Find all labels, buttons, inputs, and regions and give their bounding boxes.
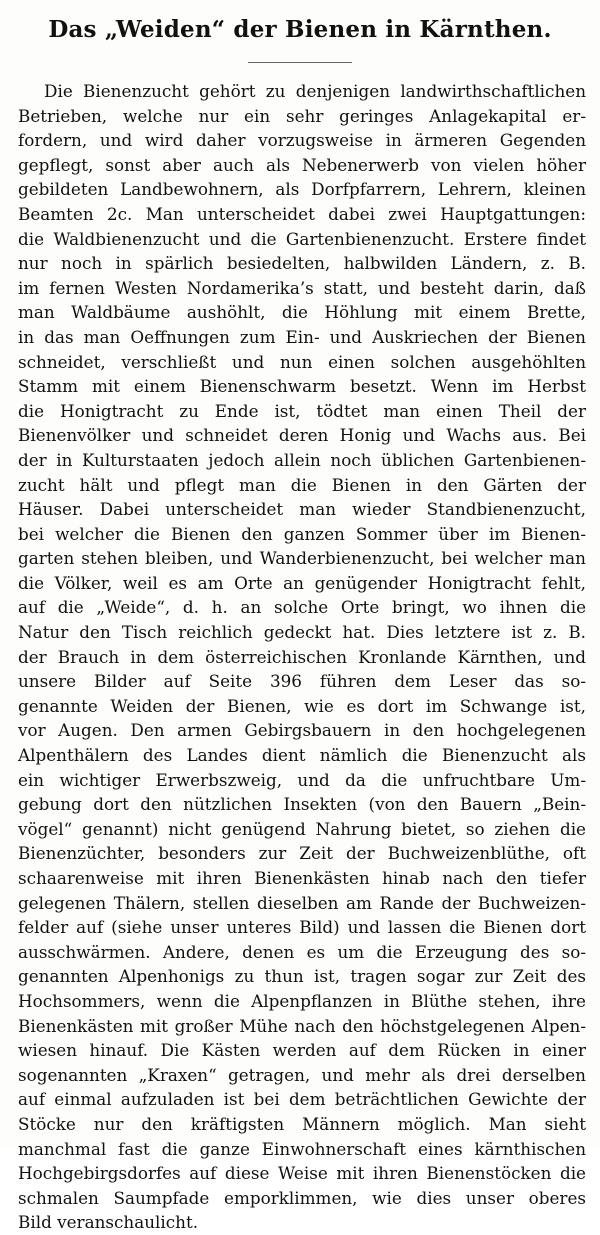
text-line: fordern, und wird daher vorzugsweise in ärmeren Gegenden	[18, 130, 586, 151]
text-line: schaarenweise mit ihren Bienenkästen hinab nach den tiefer	[18, 868, 586, 888]
text-line: Bienenzüchter, besonders zur Zeit der Buchweizenblüthe, oft	[18, 843, 586, 864]
text-line: im fernen Westen Nordamerika’s statt, und besteht darin, daß	[18, 277, 586, 298]
text-line: die Honigtracht zu Ende ist, tödtet man einen Theil der	[18, 400, 586, 421]
text-line: ein wichtiger Erwerbszweig, und da die unfruchtbare Um-	[18, 769, 586, 790]
article-body	[18, 79, 586, 1235]
text-line: der Brauch in dem österreichischen Kronlande Kärnthen, und	[18, 646, 586, 667]
text-line: vor Augen. Den armen Gebirgsbauern in den hochgelegenen	[18, 720, 586, 741]
text-line: gebung dort den nützlichen Insekten (von den Bauern „Bein-	[18, 794, 586, 815]
text-line: gelegenen Thälern, stellen dieselben am Rande der Buchweizen-	[18, 892, 586, 913]
text-line: Beamten 2c. Man unterscheidet dabei zwei Hauptgattungen:	[18, 203, 586, 224]
article-title: Das „Weiden“ der Bienen in Kärnthen.	[48, 16, 552, 43]
text-line: Hochsommers, wenn die Alpenpflanzen in Blüthe stehen, ihre	[18, 990, 586, 1011]
text-line: genannten Alpenhonigs zu thun ist, tragen sogar zur Zeit des	[18, 966, 586, 987]
text-line: Stamm mit einem Bienenschwarm besetzt. Wenn im Herbst	[18, 376, 586, 397]
text-line: Bienenkästen mit großer Mühe nach den höchstgelegenen Alpen-	[18, 1015, 586, 1036]
text-line: gepflegt, sonst aber auch als Nebenerwerb von vielen höher	[18, 154, 586, 175]
text-line: schneidet, verschließt und nun einen solchen ausgehöhlten	[18, 351, 586, 372]
text-line: unsere Bilder auf Seite 396 führen dem Leser das so-	[18, 671, 586, 692]
text-line: wiesen hinauf. Die Kästen werden auf dem Rücken in einer	[18, 1040, 586, 1061]
title-rule	[248, 62, 352, 63]
text-line: Stöcke nur den kräftigsten Männern möglich. Man sieht	[18, 1113, 586, 1134]
text-line: in das man Oeffnungen zum Ein- und Auskriechen der Bienen	[18, 326, 586, 347]
text-line: bei welcher die Bienen den ganzen Sommer über im Bienen-	[18, 523, 586, 544]
text-line: der in Kulturstaaten jedoch allein noch üblichen Gartenbienen-	[18, 449, 586, 470]
text-line: auf einmal aufzuladen ist bei dem beträchtlichen Gewichte der	[18, 1089, 586, 1110]
text-line: Betrieben, welche nur ein sehr geringes Anlagekapital er-	[18, 105, 586, 126]
text-line: die Waldbienenzucht und die Gartenbienenzucht. Erstere findet	[18, 228, 586, 249]
text-line: Natur den Tisch reichlich gedeckt hat. Dies letztere ist z. B.	[18, 622, 586, 643]
text-line: sogenannten „Kraxen“ getragen, und mehr als drei derselben	[18, 1064, 586, 1085]
text-line: Bild veranschaulicht.	[18, 1212, 199, 1233]
text-line: die Völker, weil es am Orte an genügender Honigtracht fehlt,	[18, 572, 586, 593]
text-line: zucht hält und pflegt man die Bienen in den Gärten der	[18, 474, 586, 495]
text-line: man Waldbäume aushöhlt, die Höhlung mit einem Brette,	[18, 302, 586, 323]
text-line: manchmal fast die ganze Einwohnerschaft eines kärnthischen	[18, 1138, 586, 1159]
text-line: nur noch in spärlich besiedelten, halbwilden Ländern, z. B.	[18, 253, 586, 274]
text-line: Häuser. Dabei unterscheidet man wieder Standbienenzucht,	[18, 499, 586, 520]
text-line: Hochgebirgsdorfes auf diese Weise mit ihren Bienenstöcken die	[18, 1163, 586, 1184]
text-line: auf die „Weide“, d. h. an solche Orte bringt, wo ihnen die	[18, 597, 586, 618]
text-line: vögel“ genannt) nicht genügend Nahrung bietet, so ziehen die	[18, 818, 586, 839]
text-line: garten stehen bleiben, und Wanderbienenzucht, bei welcher man	[18, 548, 586, 569]
text-line: felder auf (siehe unser unteres Bild) und lassen die Bienen dort	[18, 917, 586, 938]
text-line: Alpenthälern des Landes dient nämlich die Bienenzucht als	[18, 745, 586, 766]
text-line: gebildeten Landbewohnern, als Dorfpfarrern, Lehrern, kleinen	[18, 179, 586, 200]
text-line: schmalen Saumpfade emporklimmen, wie dies unser oberes	[18, 1187, 586, 1208]
text-line: Die Bienenzucht gehört zu denjenigen landwirthschaftlichen	[44, 81, 586, 101]
text-line: genannte Weiden der Bienen, wie es dort im Schwange ist,	[18, 695, 586, 716]
text-line: Bienenvölker und schneidet deren Honig und Wachs aus. Bei	[18, 425, 586, 446]
text-line: ausschwärmen. Andere, denen es um die Erzeugung des so-	[18, 941, 586, 962]
